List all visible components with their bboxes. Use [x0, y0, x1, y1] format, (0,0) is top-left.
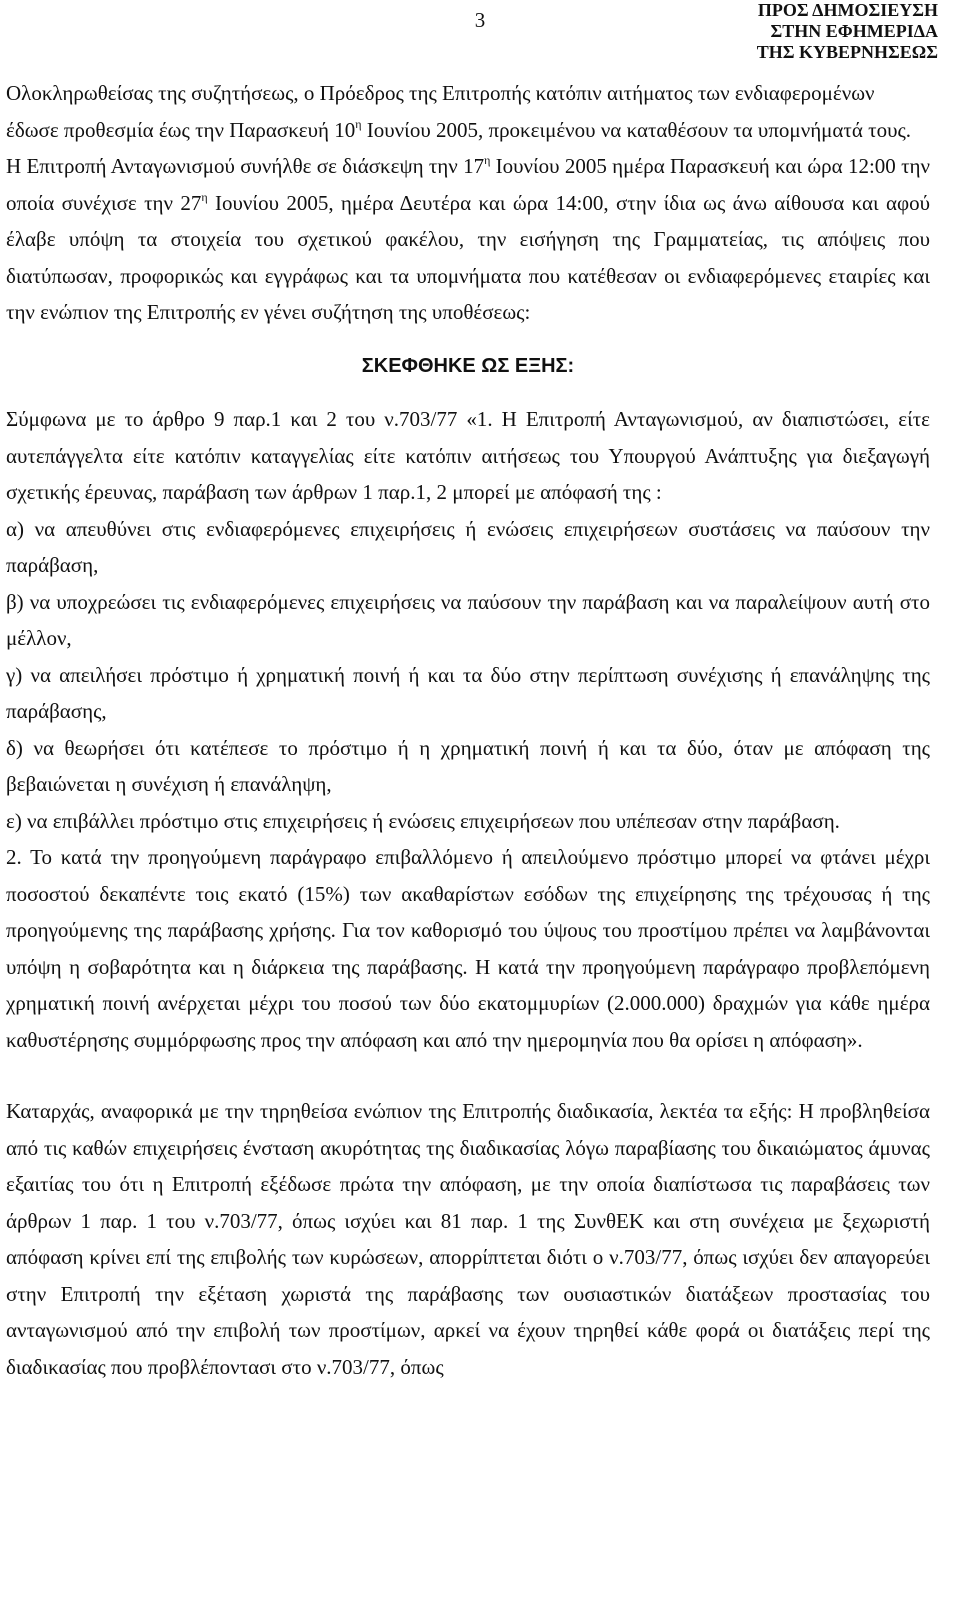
section-heading: ΣΚΕΦΘΗΚΕ ΩΣ ΕΞΗΣ: [361, 354, 575, 377]
list-item-c: γ) να απειλήσει πρόστιμο ή χρηματική ποινή ή και τα δύο στην περίπτωση συνέχισης ή επανάληψης της παράβασης, [6, 662, 930, 723]
paragraph-session: Η Επιτροπή Ανταγωνισμού συνήλθε σε διάσκεψη την $17^\eta$ Ιουνίου 2005 ημέρα Παρασκευή και ώρα 12:00 την οποία συνέχισε την $27^\eta$ Ιουνίου 2005, ημέρα Δευτέρα και ώρα 14:00, στην ίδια ως άνω αίθουσα και αφού έλαβε υπόψη τα στοιχεία του σχετικού φακέλου, την εισήγηση της Γραμματείας, τις απόψεις που διατύπωσαν, προφορικώς και εγγράφως και τα υπομνήματα που κατέθεσαν οι ενδιαφερόμενες εταιρίες και την ενώπιον της Επιτροπής εν γένει συζήτηση της υποθέσεως: [6, 153, 931, 324]
stamp-line-2: ΣΤΗΝ ΕΦΗΜΕΡΙΔΑ [770, 21, 938, 41]
list-item-a: α) να απευθύνει στις ενδιαφερόμενες επιχειρήσεις ή ενώσεις επιχειρήσεων συστάσεις να παύσουν την παράβαση, [6, 516, 930, 577]
publication-stamp [757, 0, 938, 63]
paragraph-fines: 2. Το κατά την προηγούμενη παράγραφο επιβαλλόμενο ή απειλούμενο πρόστιμο μπορεί να φτάνει μέχρι ποσοστού δεκαπέντε τοις εκατό (15%) των ακαθαρίστων εσόδων της επιχείρησης της τρέχουσας ή της προηγούμενης της παράβασης χρήσης. Για τον καθορισμό του ύψους του προστίμου πρέπει να λαμβάνονται υπόψη η σοβαρότητα και η διάρκεια της παράβασης. Η κατά την προηγούμενη παράγραφο προβλεπόμενη χρηματική ποινή ανέρχεται μέχρι του ποσού των δύο εκατομμυρίων (2.000.000) δραχμών για κάθε ημέρα καθυστέρησης συμμόρφωσης προς την απόφαση και από την ημερομηνία που θα ορίσει η απόφαση». [6, 845, 930, 1052]
paragraph-article-9: Σύμφωνα με το άρθρο 9 παρ.1 και 2 του ν.703/77 «1. Η Επιτροπή Ανταγωνισμού, αν διαπιστώσει, είτε αυτεπάγγελτα είτε κατόπιν καταγγελίας είτε κατόπιν αιτήσεως του Υπουργού Ανάπτυξης για διεξαγωγή σχετικής έρευνας, παράβαση των άρθρων 1 παρ.1, 2 μπορεί με απόφασή της : [6, 407, 930, 504]
list-item-e: ε) να επιβάλλει πρόστιμο στις επιχειρήσεις ή ενώσεις επιχειρήσεων που υπέπεσαν στην παράβαση. [6, 808, 840, 833]
spacer [6, 331, 930, 348]
paragraph-procedure: Καταρχάς, αναφορικά με την τηρηθείσα ενώπιον της Επιτροπής διαδικασία, λεκτέα τα εξής: Η προβληθείσα από τις καθών επιχειρήσεις ένσταση ακυρότητας της διαδικασίας λόγω παραβίασης του δικαιώματος άμυνας εξαιτίας του ότι η Επιτροπή εξέδωσε πρώτα την απόφαση, με την οποία διαπίστωσα τις παραβάσεις των άρθρων 1 παρ. 1 του ν.703/77, όπως ισχύει και 81 παρ. 1 της ΣυνθΕΚ και στη συνέχεια με ξεχωριστή απόφαση κρίνει επί της επιβολής των κυρώσεων, απορρίπτεται διότι ο ν.703/77, όπως ισχύει δεν απαγορεύει στην Επιτροπή την εξέταση χωριστά της παράβασης των ουσιαστικών διατάξεων προστασίας του ανταγωνισμού από την επιβολή των προστίμων, αρκεί να έχουν τηρηθεί κάθε φορά οι διατάξεις περί της διαδικασίας που προβλέποντασι στο ν.703/77, όπως [6, 1099, 930, 1379]
stamp-line-1: ΠΡΟΣ ΔΗΜΟΣΙΕΥΣΗ [757, 0, 938, 20]
spacer [6, 384, 930, 401]
spacer [6, 1058, 930, 1093]
paragraph-deadline: Ολοκληρωθείσας της συζητήσεως, ο Πρόεδρος της Επιτροπής κατόπιν αιτήματος των ενδιαφερομένων έδωσε προθεσμία έως την Παρασκευή $10^\eta$ Ιουνίου 2005, προκειμένου να καταθέσουν τα υπομνήματά τους. [6, 81, 912, 142]
stamp-line-3: ΤΗΣ ΚΥΒΕΡΝΗΣΕΩΣ [756, 42, 938, 62]
list-item-b: β) να υποχρεώσει τις ενδιαφερόμενες επιχειρήσεις να παύσουν την παράβαση και να παραλείψουν αυτή στο μέλλον, [6, 589, 930, 650]
document-body [6, 75, 930, 1385]
page-number: 3 [474, 8, 486, 32]
list-item-d: δ) να θεωρήσει ότι κατέπεσε το πρόστιμο ή η χρηματική ποινή ή και τα δύο, όταν με απόφαση της βεβαιώνεται η συνέχιση ή επανάληψη, [6, 735, 930, 796]
